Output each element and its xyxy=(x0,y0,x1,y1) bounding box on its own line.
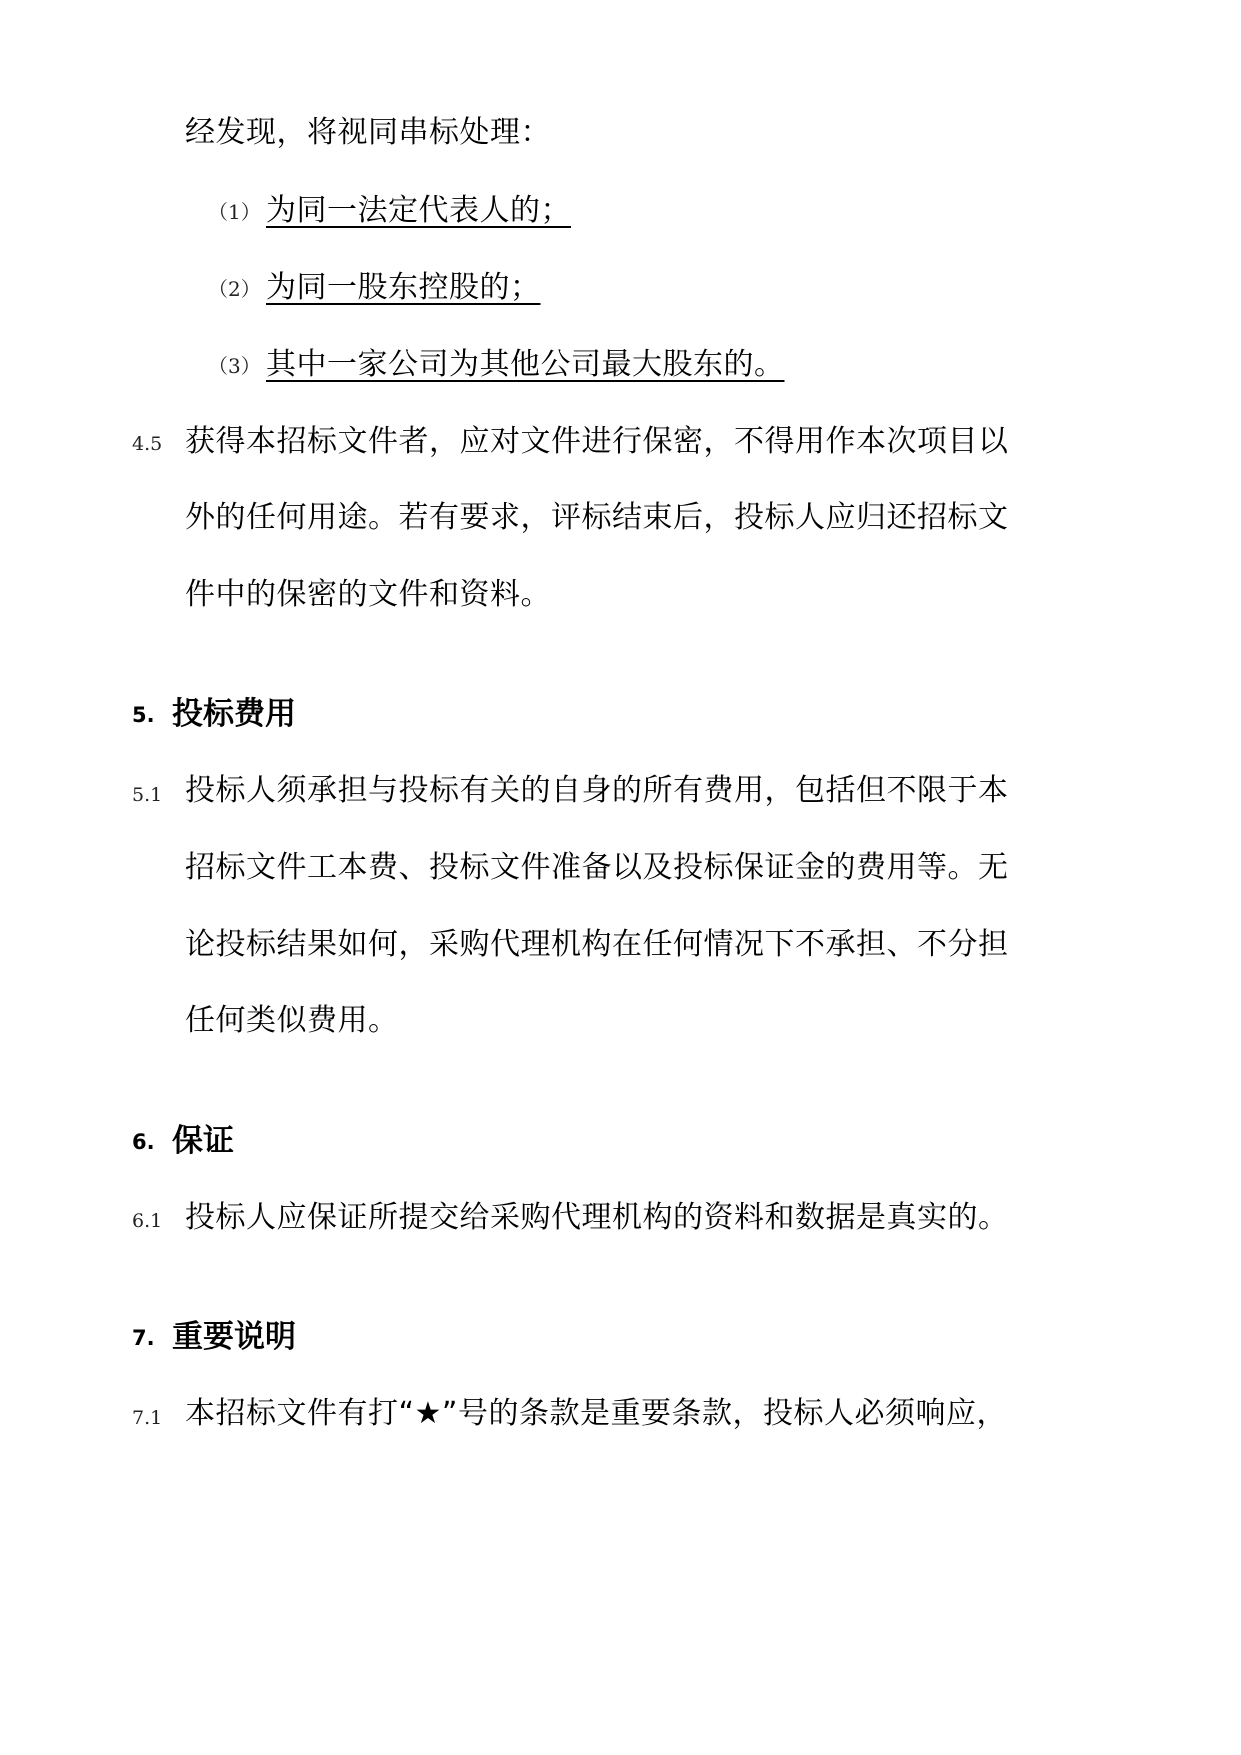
clause-line: 投标人须承担与投标有关的自身的所有费用，包括但不限于本 xyxy=(185,773,1009,808)
clause-line: 件中的保密的文件和资料。 xyxy=(185,577,551,612)
condition-marker: （3） xyxy=(208,354,261,378)
section-title: 保证 xyxy=(172,1123,234,1159)
clause-number: 7.1 xyxy=(132,1407,163,1429)
section-number: 5. xyxy=(132,703,155,727)
clause-line: 获得本招标文件者，应对文件进行保密，不得用作本次项目以 xyxy=(185,424,1009,459)
clause-line: 任何类似费用。 xyxy=(185,1003,399,1038)
clause-line: 投标人应保证所提交给采购代理机构的资料和数据是真实的。 xyxy=(185,1200,1009,1235)
condition-text: 其中一家公司为其他公司最大股东的。 xyxy=(266,347,785,382)
clause-line: 招标文件工本费、投标文件准备以及投标保证金的费用等。无 xyxy=(185,850,1009,885)
condition-marker: （2） xyxy=(208,277,261,301)
intro-line: 经发现，将视同串标处理： xyxy=(185,115,551,150)
clause-number: 6.1 xyxy=(132,1210,163,1232)
condition-marker: （1） xyxy=(208,200,261,224)
section-title: 投标费用 xyxy=(172,696,296,732)
section-title: 重要说明 xyxy=(172,1319,296,1355)
condition-text: 为同一股东控股的； xyxy=(266,270,541,305)
clause-line: 论投标结果如何，采购代理机构在任何情况下不承担、不分担 xyxy=(185,927,1009,962)
section-number: 7. xyxy=(132,1326,155,1350)
clause-number: 4.5 xyxy=(132,433,163,455)
clause-line: 外的任何用途。若有要求，评标结束后，投标人应归还招标文 xyxy=(185,500,1009,535)
clause-line: 本招标文件有打“★”号的条款是重要条款，投标人必须响应， xyxy=(185,1396,1007,1431)
clause-number: 5.1 xyxy=(132,784,163,806)
condition-text: 为同一法定代表人的； xyxy=(266,193,571,228)
section-number: 6. xyxy=(132,1130,155,1154)
